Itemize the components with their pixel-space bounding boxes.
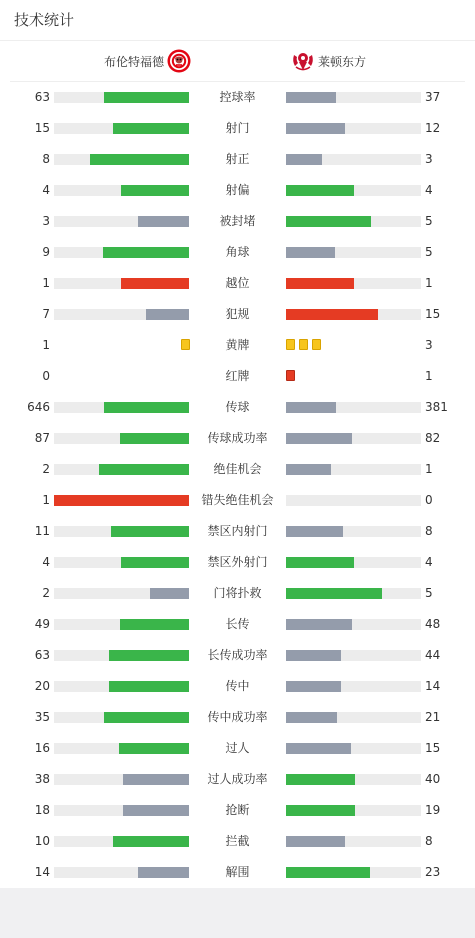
away-bar-fill bbox=[286, 681, 341, 692]
home-value: 3 bbox=[42, 214, 50, 228]
stat-label: 长传成功率 bbox=[207, 648, 268, 662]
stat-label: 传球 bbox=[225, 400, 250, 414]
away-value: 12 bbox=[425, 121, 441, 135]
home-bar bbox=[54, 433, 189, 444]
stat-label: 越位 bbox=[225, 276, 250, 290]
stat-label: 传中 bbox=[225, 679, 250, 693]
stat-row bbox=[0, 175, 475, 206]
away-value: 8 bbox=[425, 524, 433, 538]
stat-label: 长传 bbox=[225, 617, 250, 631]
home-bar-fill bbox=[99, 464, 189, 475]
home-bar bbox=[54, 836, 189, 847]
away-bar-fill bbox=[286, 867, 370, 878]
stat-label: 射偏 bbox=[225, 183, 250, 197]
away-value: 1 bbox=[425, 369, 433, 383]
yellow-card-icon bbox=[181, 339, 190, 350]
home-bar-fill bbox=[138, 216, 189, 227]
away-value: 4 bbox=[425, 555, 433, 569]
away-value: 8 bbox=[425, 834, 433, 848]
home-value: 4 bbox=[42, 555, 50, 569]
away-cards bbox=[286, 370, 299, 383]
home-bar bbox=[54, 216, 189, 227]
red-card-icon bbox=[286, 370, 295, 381]
home-bar-fill bbox=[90, 154, 189, 165]
away-bar-fill bbox=[286, 309, 378, 320]
away-bar-fill bbox=[286, 650, 341, 661]
home-value: 35 bbox=[34, 710, 50, 724]
home-bar bbox=[54, 805, 189, 816]
teams-header bbox=[10, 41, 465, 82]
stat-label: 错失绝佳机会 bbox=[201, 493, 274, 507]
home-bar bbox=[54, 743, 189, 754]
home-bar bbox=[54, 464, 189, 475]
stat-label: 门将扑救 bbox=[213, 586, 262, 600]
yellow-card-icon bbox=[312, 339, 321, 350]
stat-row bbox=[0, 857, 475, 888]
stat-row bbox=[0, 392, 475, 423]
home-bar-fill bbox=[123, 774, 189, 785]
away-bar-fill bbox=[286, 247, 335, 258]
stat-row bbox=[0, 423, 475, 454]
home-bar bbox=[54, 681, 189, 692]
stat-label: 犯规 bbox=[225, 307, 250, 321]
home-value: 18 bbox=[34, 803, 50, 817]
home-bar bbox=[54, 588, 189, 599]
home-value: 1 bbox=[42, 276, 50, 290]
away-value: 48 bbox=[425, 617, 441, 631]
stat-row bbox=[0, 361, 475, 392]
home-bar-fill bbox=[150, 588, 189, 599]
away-value: 14 bbox=[425, 679, 441, 693]
stat-label: 角球 bbox=[225, 245, 250, 259]
away-bar-fill bbox=[286, 278, 354, 289]
away-value: 19 bbox=[425, 803, 441, 817]
home-value: 2 bbox=[42, 462, 50, 476]
brentford-crest-icon bbox=[167, 49, 191, 73]
stat-row bbox=[0, 237, 475, 268]
home-value: 16 bbox=[34, 741, 50, 755]
home-value: 87 bbox=[34, 431, 50, 445]
away-value: 381 bbox=[425, 400, 448, 414]
home-value: 7 bbox=[42, 307, 50, 321]
stat-row bbox=[0, 516, 475, 547]
away-bar-fill bbox=[286, 123, 345, 134]
away-value: 15 bbox=[425, 307, 441, 321]
away-value: 21 bbox=[425, 710, 441, 724]
away-bar bbox=[286, 557, 421, 568]
stat-label: 射门 bbox=[225, 121, 250, 135]
home-bar-fill bbox=[104, 92, 189, 103]
away-value: 3 bbox=[425, 338, 433, 352]
page-title: 技术统计 bbox=[0, 0, 475, 41]
away-bar-fill bbox=[286, 216, 371, 227]
stat-row bbox=[0, 485, 475, 516]
home-bar-fill bbox=[111, 526, 189, 537]
away-bar-fill bbox=[286, 464, 331, 475]
away-bar-fill bbox=[286, 557, 354, 568]
stat-label: 禁区外射门 bbox=[207, 555, 268, 569]
home-bar-fill bbox=[113, 836, 189, 847]
home-bar bbox=[54, 123, 189, 134]
home-bar bbox=[54, 402, 189, 413]
away-bar bbox=[286, 743, 421, 754]
stat-row bbox=[0, 826, 475, 857]
stat-row bbox=[0, 547, 475, 578]
home-bar-fill bbox=[121, 557, 189, 568]
stat-label: 控球率 bbox=[219, 90, 256, 104]
stat-label: 红牌 bbox=[225, 369, 250, 383]
away-bar bbox=[286, 836, 421, 847]
away-bar bbox=[286, 526, 421, 537]
stat-row bbox=[0, 268, 475, 299]
stat-label: 解围 bbox=[225, 865, 250, 879]
home-value: 20 bbox=[34, 679, 50, 693]
stat-label: 射正 bbox=[225, 152, 250, 166]
home-value: 10 bbox=[34, 834, 50, 848]
stat-row bbox=[0, 144, 475, 175]
home-bar bbox=[54, 557, 189, 568]
away-value: 15 bbox=[425, 741, 441, 755]
home-bar bbox=[54, 867, 189, 878]
home-bar-fill bbox=[103, 247, 189, 258]
home-bar bbox=[54, 774, 189, 785]
away-bar-fill bbox=[286, 185, 354, 196]
away-bar-fill bbox=[286, 743, 351, 754]
stat-label: 过人成功率 bbox=[207, 772, 268, 786]
stat-row bbox=[0, 733, 475, 764]
away-value: 0 bbox=[425, 493, 433, 507]
home-bar-fill bbox=[113, 123, 189, 134]
away-cards bbox=[286, 339, 325, 352]
home-value: 15 bbox=[34, 121, 50, 135]
away-value: 37 bbox=[425, 90, 441, 104]
home-value: 11 bbox=[34, 524, 50, 538]
home-value: 38 bbox=[34, 772, 50, 786]
away-bar-fill bbox=[286, 526, 343, 537]
leyton-orient-crest-icon bbox=[291, 49, 315, 73]
home-bar-fill bbox=[120, 619, 189, 630]
away-bar bbox=[286, 92, 421, 103]
away-bar bbox=[286, 805, 421, 816]
yellow-card-icon bbox=[299, 339, 308, 350]
home-bar bbox=[54, 185, 189, 196]
home-value: 8 bbox=[42, 152, 50, 166]
stat-label: 被封堵 bbox=[219, 214, 256, 228]
away-bar bbox=[286, 185, 421, 196]
away-bar bbox=[286, 650, 421, 661]
home-bar-fill bbox=[121, 278, 189, 289]
away-bar bbox=[286, 681, 421, 692]
home-bar-fill bbox=[54, 495, 189, 506]
stat-row bbox=[0, 454, 475, 485]
away-bar bbox=[286, 433, 421, 444]
away-value: 5 bbox=[425, 245, 433, 259]
home-value: 646 bbox=[27, 400, 50, 414]
away-bar-fill bbox=[286, 774, 355, 785]
away-bar-fill bbox=[286, 619, 352, 630]
away-bar bbox=[286, 495, 421, 506]
home-bar-fill bbox=[138, 867, 189, 878]
stats-list bbox=[0, 82, 475, 888]
away-bar-fill bbox=[286, 433, 352, 444]
stat-row bbox=[0, 82, 475, 113]
away-bar-fill bbox=[286, 836, 345, 847]
stat-row bbox=[0, 609, 475, 640]
away-bar bbox=[286, 774, 421, 785]
home-bar-fill bbox=[104, 402, 189, 413]
home-bar bbox=[54, 309, 189, 320]
stat-label: 抢断 bbox=[225, 803, 250, 817]
stat-label: 黄牌 bbox=[225, 338, 250, 352]
stat-row bbox=[0, 299, 475, 330]
away-bar bbox=[286, 154, 421, 165]
stat-row bbox=[0, 113, 475, 144]
away-bar bbox=[286, 247, 421, 258]
stat-row bbox=[0, 206, 475, 237]
home-bar-fill bbox=[109, 650, 189, 661]
home-value: 63 bbox=[34, 648, 50, 662]
away-bar bbox=[286, 278, 421, 289]
away-bar-fill bbox=[286, 588, 382, 599]
stat-label: 绝佳机会 bbox=[213, 462, 262, 476]
away-bar-fill bbox=[286, 805, 355, 816]
away-value: 4 bbox=[425, 183, 433, 197]
stat-row bbox=[0, 764, 475, 795]
away-bar-fill bbox=[286, 712, 337, 723]
home-value: 4 bbox=[42, 183, 50, 197]
home-value: 49 bbox=[34, 617, 50, 631]
home-team-name: 布伦特福德 bbox=[103, 54, 164, 69]
away-bar bbox=[286, 712, 421, 723]
away-value: 5 bbox=[425, 214, 433, 228]
yellow-card-icon bbox=[286, 339, 295, 350]
stat-label: 拦截 bbox=[225, 834, 250, 848]
home-bar bbox=[54, 92, 189, 103]
home-value: 1 bbox=[42, 338, 50, 352]
home-bar-fill bbox=[120, 433, 189, 444]
away-value: 40 bbox=[425, 772, 441, 786]
home-bar bbox=[54, 495, 189, 506]
home-bar bbox=[54, 278, 189, 289]
home-value: 63 bbox=[34, 90, 50, 104]
away-value: 44 bbox=[425, 648, 441, 662]
stat-label: 传球成功率 bbox=[207, 431, 268, 445]
home-value: 1 bbox=[42, 493, 50, 507]
stat-row bbox=[0, 640, 475, 671]
away-value: 23 bbox=[425, 865, 441, 879]
stat-label: 禁区内射门 bbox=[207, 524, 268, 538]
home-bar-fill bbox=[104, 712, 189, 723]
home-bar-fill bbox=[123, 805, 189, 816]
away-value: 82 bbox=[425, 431, 441, 445]
away-value: 1 bbox=[425, 462, 433, 476]
away-bar-fill bbox=[286, 92, 336, 103]
away-bar bbox=[286, 216, 421, 227]
home-bar bbox=[54, 526, 189, 537]
stat-label: 过人 bbox=[225, 741, 250, 755]
home-value: 2 bbox=[42, 586, 50, 600]
away-bar bbox=[286, 588, 421, 599]
away-bar-fill bbox=[286, 154, 322, 165]
stat-row bbox=[0, 578, 475, 609]
home-value: 0 bbox=[42, 369, 50, 383]
home-team[interactable] bbox=[104, 49, 191, 73]
away-bar bbox=[286, 619, 421, 630]
away-bar bbox=[286, 123, 421, 134]
home-bar bbox=[54, 712, 189, 723]
home-value: 9 bbox=[42, 245, 50, 259]
stat-row bbox=[0, 702, 475, 733]
away-bar bbox=[286, 867, 421, 878]
away-bar-fill bbox=[286, 402, 336, 413]
home-bar bbox=[54, 154, 189, 165]
home-bar-fill bbox=[146, 309, 189, 320]
away-team-name: 莱顿东方 bbox=[318, 54, 367, 69]
home-bar bbox=[54, 650, 189, 661]
away-bar bbox=[286, 464, 421, 475]
away-value: 1 bbox=[425, 276, 433, 290]
stat-label: 传中成功率 bbox=[207, 710, 268, 724]
stat-row bbox=[0, 330, 475, 361]
away-team[interactable] bbox=[291, 49, 366, 73]
away-bar bbox=[286, 402, 421, 413]
home-bar-fill bbox=[119, 743, 189, 754]
home-bar bbox=[54, 247, 189, 258]
away-value: 3 bbox=[425, 152, 433, 166]
home-bar-fill bbox=[121, 185, 189, 196]
away-bar bbox=[286, 309, 421, 320]
home-bar bbox=[54, 619, 189, 630]
home-cards bbox=[177, 339, 190, 352]
home-bar-fill bbox=[109, 681, 189, 692]
home-value: 14 bbox=[34, 865, 50, 879]
stat-row bbox=[0, 795, 475, 826]
stat-row bbox=[0, 671, 475, 702]
away-value: 5 bbox=[425, 586, 433, 600]
